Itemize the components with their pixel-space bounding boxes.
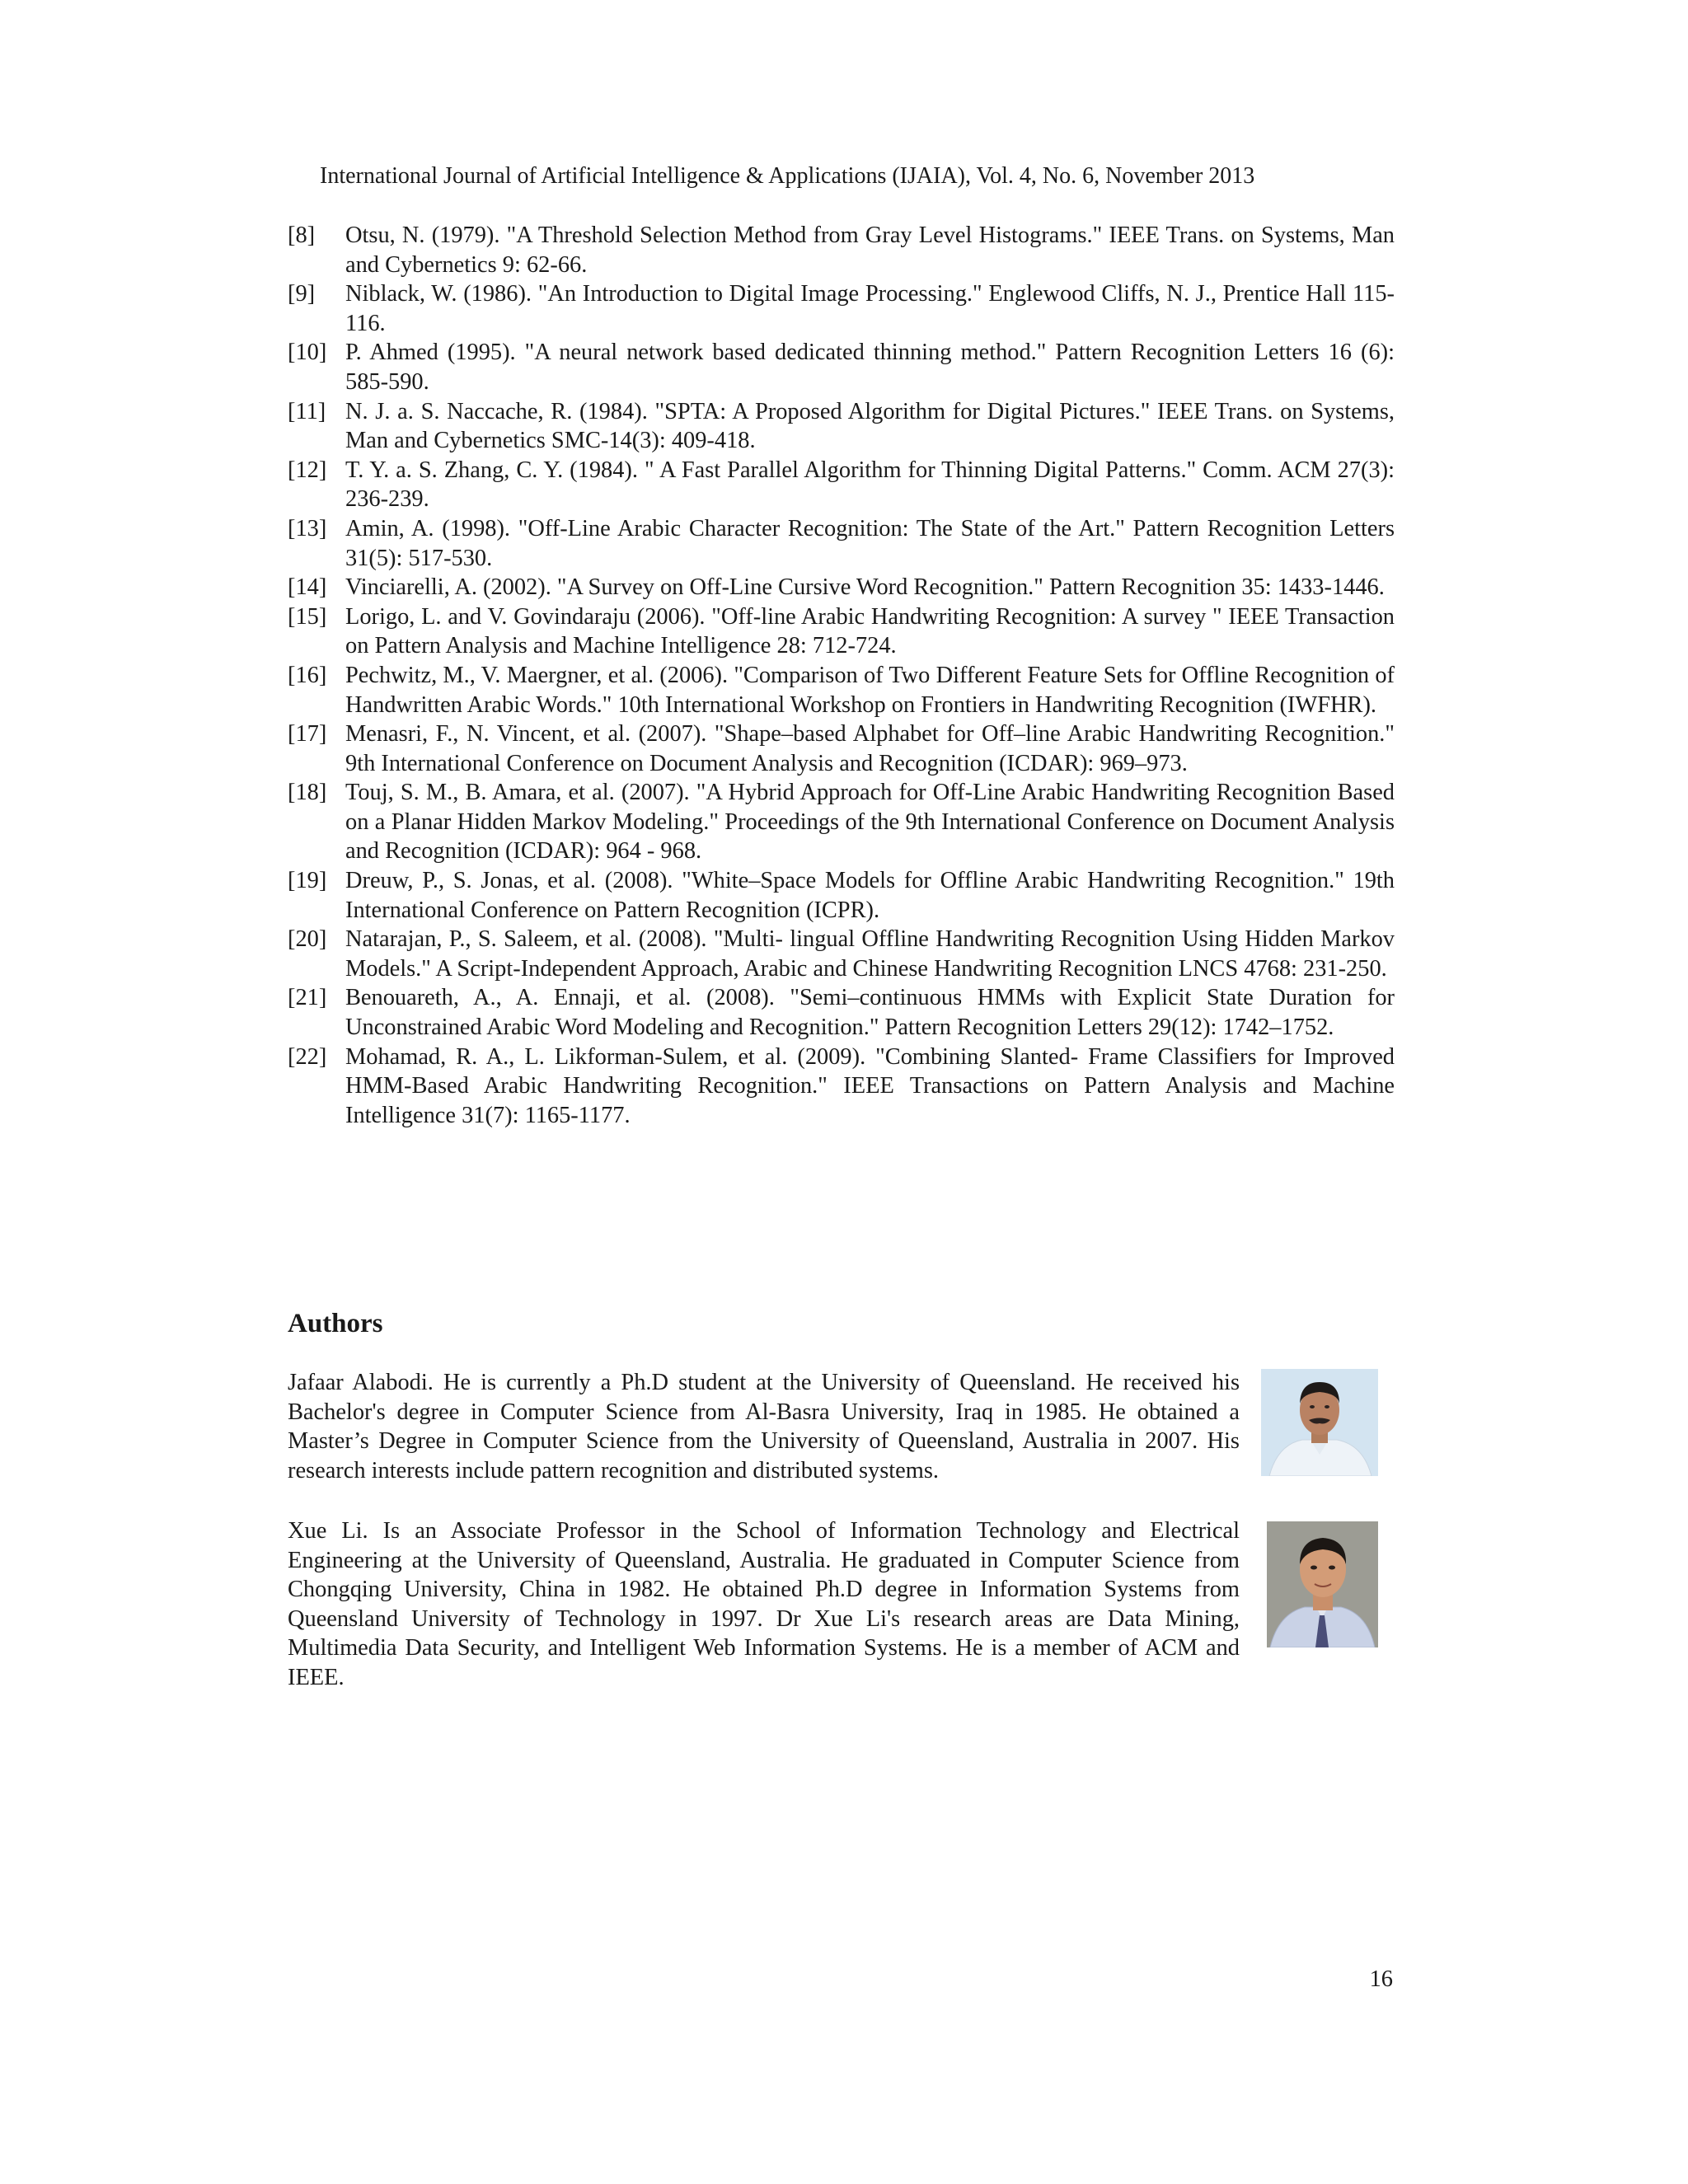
- reference-text: Otsu, N. (1979). "A Threshold Selection Method from Gray Level Histograms." IEEE Trans. on Systems, Man and Cybernetics 9: 62-66.: [345, 223, 1395, 278]
- reference-text: Natarajan, P., S. Saleem, et al. (2008). "Multi- lingual Offline Handwriting Recognition Using Hidden Markov Models." A Script-Independent Approach, Arabic and Chinese Handwriting Recognition LNCS 4768: 231-250.: [345, 926, 1395, 982]
- reference-list: [288, 221, 1395, 1130]
- reference-number: [13]: [288, 515, 327, 541]
- reference-number: [18]: [288, 780, 327, 806]
- reference-number: [14]: [288, 574, 327, 601]
- reference-item: [288, 661, 1395, 719]
- reference-number: [21]: [288, 985, 327, 1011]
- reference-item: [288, 925, 1395, 983]
- reference-text: Pechwitz, M., V. Maergner, et al. (2006). "Comparison of Two Different Feature Sets for Offline Recognition of Handwritten Arabic Words." 10th International Workshop on Frontiers in Handwriting Recognition (IWFHR).: [345, 662, 1395, 718]
- authors-heading: Authors: [288, 1309, 383, 1338]
- reference-number: [20]: [288, 926, 327, 953]
- reference-item: [288, 221, 1395, 279]
- reference-item: [288, 514, 1395, 573]
- reference-number: [10]: [288, 340, 327, 366]
- reference-text: P. Ahmed (1995). "A neural network based dedicated thinning method." Pattern Recognition Letters 16 (6): 585-590.: [345, 340, 1395, 395]
- portrait-image: [1261, 1369, 1378, 1476]
- author-bio-xue-li: Xue Li. Is an Associate Professor in the School of Information Technology and Electrical Engineering at the University of Queensland, Australia. He graduated in Computer Science from Chongqing University, China in 1982. He obtained Ph.D degree in Information Systems from Queensland University of Technology in 1997. Dr Xue Li's research areas are Data Mining, Multimedia Data Security, and Intelligent Web Information Systems. He is a member of ACM and IEEE.: [288, 1518, 1240, 1690]
- author-bio-alabodi: Jafaar Alabodi. He is currently a Ph.D student at the University of Queensland. He received his Bachelor's degree in Computer Science from Al-Basra University, Iraq in 1985. He obtained a Master’s Degree in Computer Science from the University of Queensland, Australia in 2007. His research interests include pattern recognition and distributed systems.: [288, 1370, 1240, 1483]
- reference-text: Vinciarelli, A. (2002). "A Survey on Off-Line Cursive Word Recognition." Pattern Recognition 35: 1433-1446.: [345, 574, 1385, 601]
- reference-number: [9]: [288, 281, 316, 307]
- reference-number: [16]: [288, 662, 327, 688]
- reference-item: [288, 397, 1395, 456]
- reference-text: Menasri, F., N. Vincent, et al. (2007). "Shape–based Alphabet for Off–line Arabic Handwriting Recognition." 9th International Conference on Document Analysis and Recognition (ICDAR): 969–973.: [345, 721, 1395, 776]
- reference-item: [288, 279, 1395, 338]
- reference-text: Lorigo, L. and V. Govindaraju (2006). "Off-line Arabic Handwriting Recognition: A survey " IEEE Transaction on Pattern Analysis and Machine Intelligence 28: 712-724.: [345, 603, 1395, 659]
- reference-number: [17]: [288, 721, 327, 748]
- reference-number: [22]: [288, 1043, 327, 1070]
- reference-item: [288, 456, 1395, 514]
- reference-item: [288, 983, 1395, 1042]
- reference-number: [12]: [288, 457, 327, 483]
- running-header: International Journal of Artificial Intelligence & Applications (IJAIA), Vol. 4, No. 6, November 2013: [320, 163, 1255, 189]
- author-photo-xue-li: [1267, 1521, 1378, 1647]
- page-number: 16: [1369, 1966, 1393, 1992]
- reference-text: N. J. a. S. Naccache, R. (1984). "SPTA: A Proposed Algorithm for Digital Pictures." IEEE Trans. on Systems, Man and Cybernetics SMC-14(3): 409-418.: [345, 398, 1395, 454]
- reference-text: Amin, A. (1998). "Off-Line Arabic Character Recognition: The State of the Art." Pattern Recognition Letters 31(5): 517-530.: [345, 515, 1395, 571]
- reference-number: [15]: [288, 603, 327, 630]
- reference-number: [19]: [288, 868, 327, 894]
- reference-text: Benouareth, A., A. Ennaji, et al. (2008). "Semi–continuous HMMs with Explicit State Duration for Unconstrained Arabic Word Modeling and Recognition." Pattern Recognition Letters 29(12): 1742–1752.: [345, 985, 1395, 1041]
- reference-item: [288, 778, 1395, 866]
- reference-number: [11]: [288, 398, 326, 424]
- reference-item: [288, 719, 1395, 778]
- reference-text: Dreuw, P., S. Jonas, et al. (2008). "White–Space Models for Offline Arabic Handwriting Recognition." 19th International Conference on Pattern Recognition (ICPR).: [345, 868, 1395, 923]
- reference-item: [288, 866, 1395, 925]
- reference-text: Touj, S. M., B. Amara, et al. (2007). "A Hybrid Approach for Off-Line Arabic Handwriting Recognition Based on a Planar Hidden Markov Modeling." Proceedings of the 9th International Conference on Document Analysis and Recognition (ICDAR): 964 - 968.: [345, 780, 1395, 865]
- reference-text: Mohamad, R. A., L. Likforman-Sulem, et al. (2009). "Combining Slanted- Frame Classifiers for Improved HMM-Based Arabic Handwriting Recognition." IEEE Transactions on Pattern Analysis and Machine Intelligence 31(7): 1165-1177.: [345, 1043, 1395, 1128]
- reference-text: Niblack, W. (1986). "An Introduction to Digital Image Processing." Englewood Cliffs, N. J., Prentice Hall 115-116.: [345, 281, 1395, 336]
- reference-item: [288, 573, 1395, 602]
- reference-number: [8]: [288, 223, 316, 248]
- author-photo-alabodi: [1261, 1369, 1378, 1476]
- reference-item: [288, 602, 1395, 661]
- reference-text: T. Y. a. S. Zhang, C. Y. (1984). " A Fast Parallel Algorithm for Thinning Digital Patterns." Comm. ACM 27(3): 236-239.: [345, 457, 1395, 513]
- reference-item: [288, 338, 1395, 396]
- reference-item: [288, 1043, 1395, 1131]
- portrait-image: [1267, 1521, 1378, 1647]
